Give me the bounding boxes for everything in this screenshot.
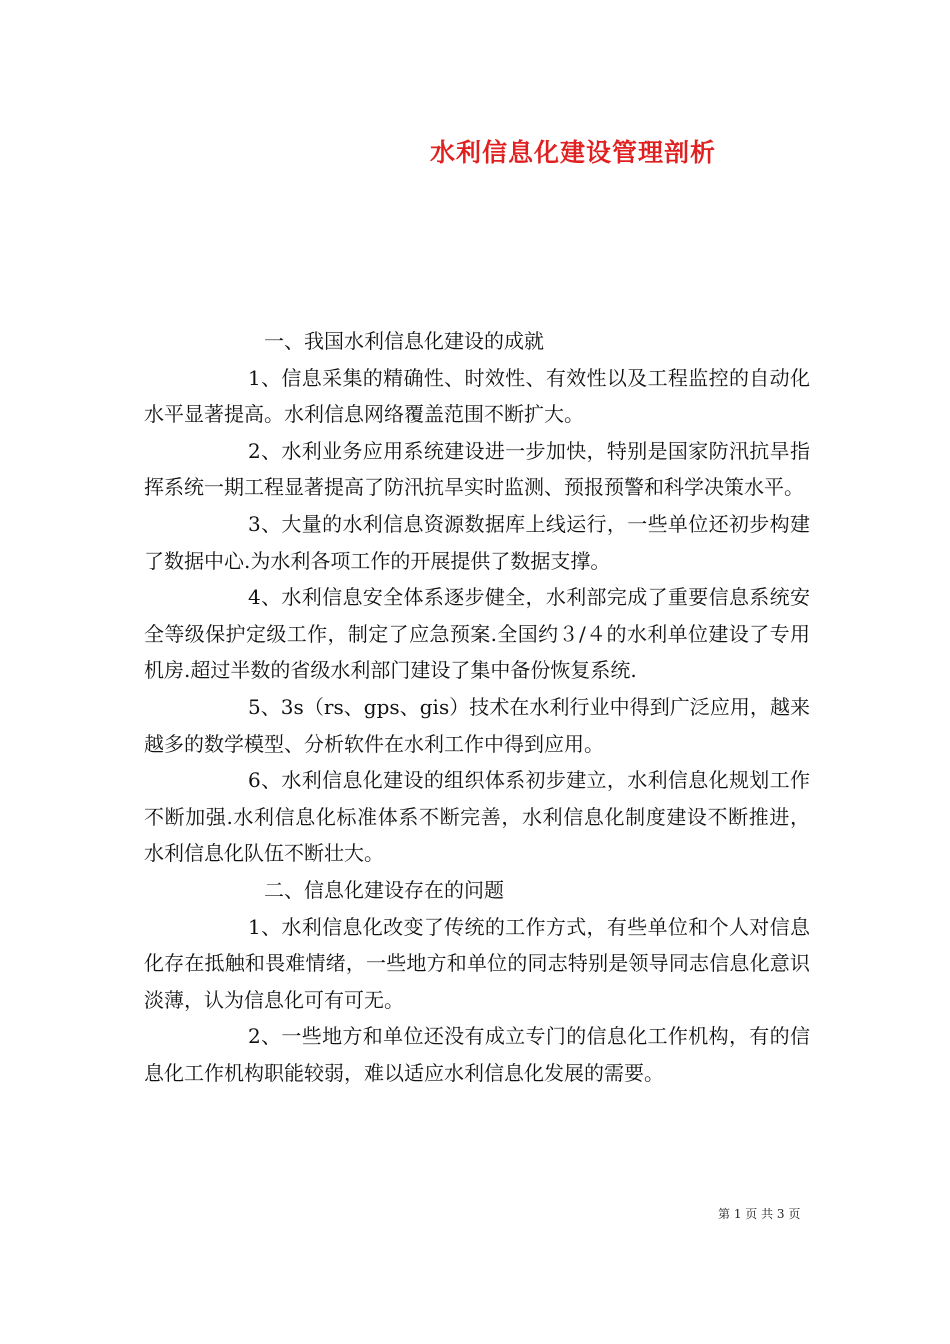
paragraph: 2、水利业务应用系统建设进一步加快，特别是国家防汛抗旱指挥系统一期工程显著提高了防汛抗旱实时监测、预报预警和科学决策水平。 — [144, 438, 810, 500]
paragraph: 4、水利信息安全体系逐步健全，水利部完成了重要信息系统安全等级保护定级工作，制定了应急预案.全国约３/４的水利单位建设了专用机房.超过半数的省级水利部门建设了集中备份恢复系统. — [144, 585, 810, 683]
paragraph: 1、信息采集的精确性、时效性、有效性以及工程监控的自动化水平显著提高。水利信息网络覆盖范围不断扩大。 — [144, 365, 810, 427]
paragraph: 6、水利信息化建设的组织体系初步建立，水利信息化规划工作不断加强.水利信息化标准体系不断完善，水利信息化制度建设不断推进，水利信息化队伍不断壮大。 — [144, 768, 810, 866]
page-number-footer: 第 1 页 共 3 页 — [718, 1207, 801, 1221]
document-title: 水利信息化建设管理剖析 — [430, 138, 717, 167]
paragraph: 1、水利信息化改变了传统的工作方式，有些单位和个人对信息化存在抵触和畏难情绪，一些地方和单位的同志特别是领导同志信息化意识淡薄，认为信息化可有可无。 — [144, 914, 810, 1012]
section-heading: 二、信息化建设存在的问题 — [264, 877, 504, 902]
document-body — [144, 323, 810, 1091]
paragraph: 2、一些地方和单位还没有成立专门的信息化工作机构，有的信息化工作机构职能较弱，难以适应水利信息化发展的需要。 — [144, 1024, 810, 1085]
paragraph: 3、大量的水利信息资源数据库上线运行，一些单位还初步构建了数据中心.为水利各项工作的开展提供了数据支撑。 — [144, 511, 810, 573]
paragraph: 5、3s（rs、gps、gis）技术在水利行业中得到广泛应用，越来越多的数学模型、分析软件在水利工作中得到应用。 — [144, 694, 810, 756]
section-heading: 一、我国水利信息化建设的成就 — [264, 329, 544, 353]
